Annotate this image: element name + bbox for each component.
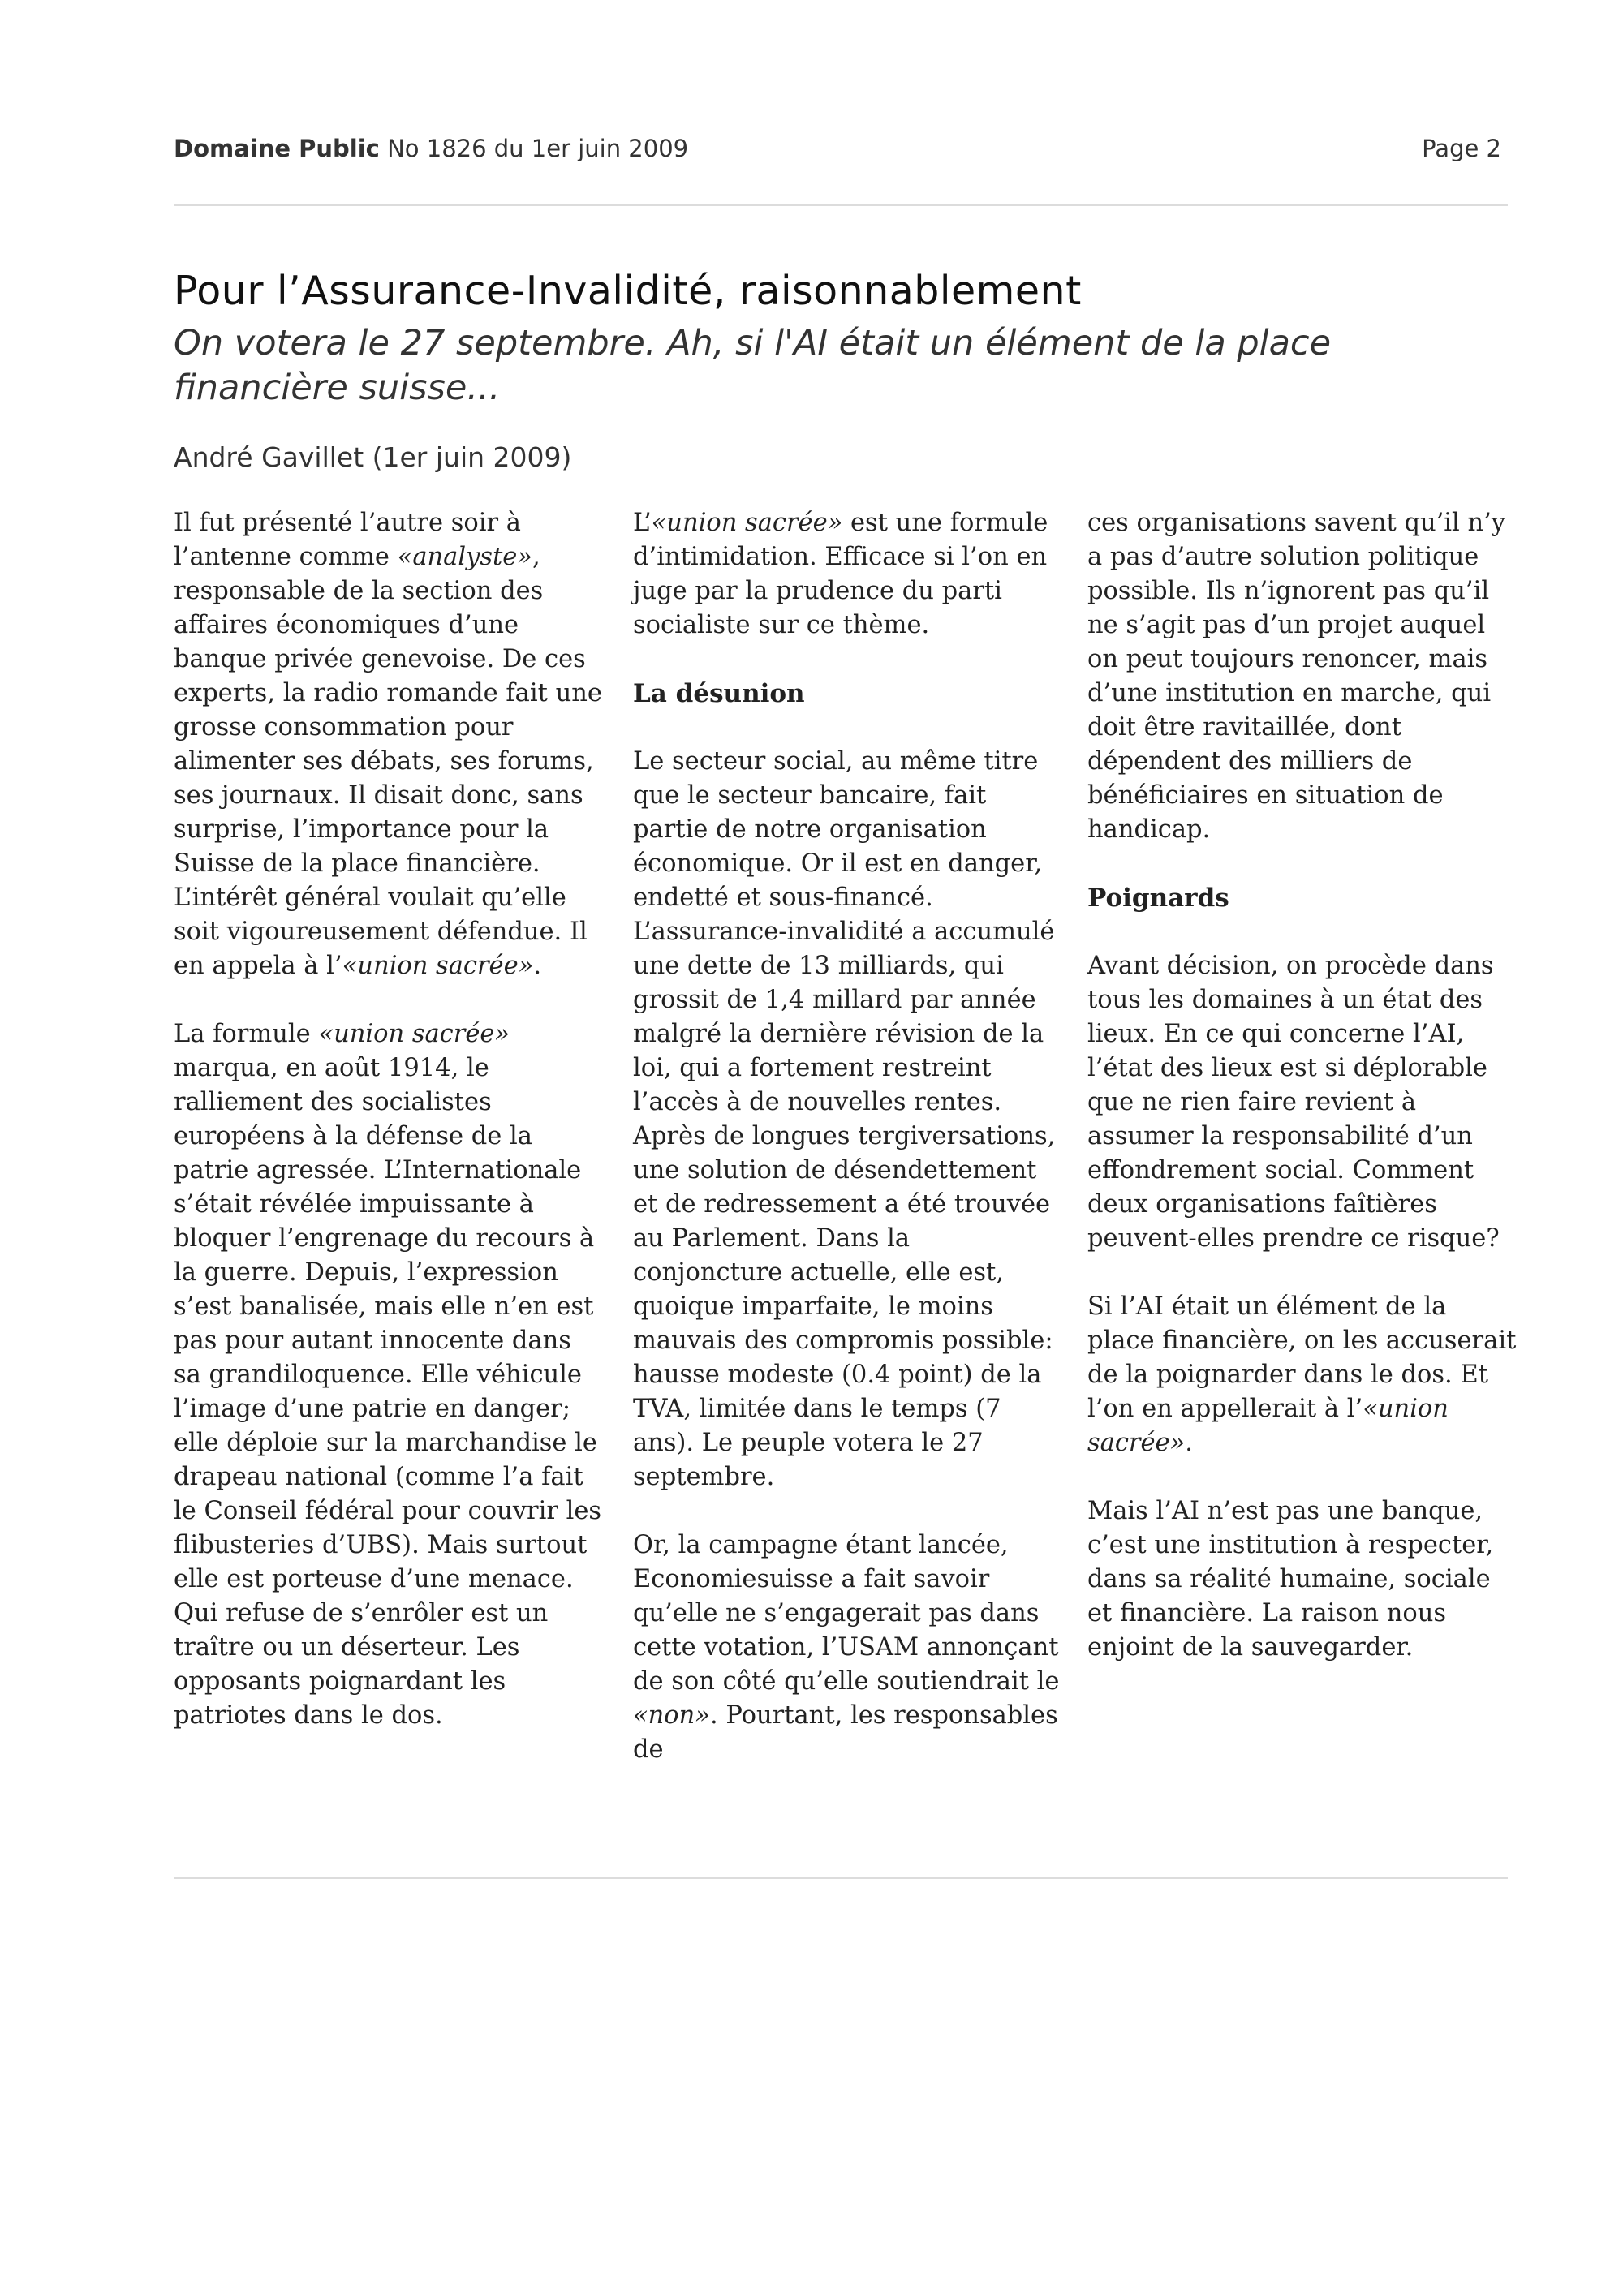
paragraph — [633, 1529, 1063, 1767]
italic-quote: «union sacrée» — [342, 952, 534, 980]
italic-quote: «union sacrée» — [651, 509, 843, 537]
paragraph — [174, 506, 604, 983]
paragraph: Le secteur social, au même titre que le secteur bancaire, fait partie de notre organisation économique. Or il est en danger, endetté et sous-financé. L’assurance-invalidité a accumulé une dette de 13 milliards, qui grossit de 1,4 millard par année malgré la dernière révision de la loi, qui a fortement restreint l’accès à de nouvelles rentes. Après de longues tergiversations, une solution de désendettement et de redressement a été trouvée au Parlement. Dans la conjoncture actuelle, elle est, quoique imparfaite, le moins mauvais des compromis possible: hausse modeste (0.4 point) de la TVA, limitée dans le temps (7 ans). Le peuple votera le 27 septembre. — [633, 747, 1056, 1491]
header-divider — [174, 204, 1508, 206]
text-run: . — [1185, 1429, 1193, 1457]
column-3 — [1087, 506, 1518, 1699]
paragraph — [633, 506, 1063, 643]
italic-quote: «non» — [633, 1701, 710, 1730]
issue-info: No 1826 du 1er juin 2009 — [387, 135, 689, 162]
text-run: marqua, en août 1914, le ralliement des socialistes européens à la défense de la patrie agressée. L’Internationale s’était révélée impuissante à bloquer l’engrenage du recours à la guerre. Depuis, l’expression s’est banalisée, mais elle n’en est pas pour autant innocente dans sa grandiloquence. Elle véhicule l’image d’une patrie en danger; elle déploie sur la marchandise le drapeau national (comme l’a fait le Conseil fédéral pour couvrir les flibusteries d’UBS). Mais surtout elle est porteuse d’une menace. Qui refuse de s’enrôler est un traître ou un déserteur. Les opposants poignardant les patriotes dans le dos. — [174, 1054, 602, 1730]
text-run: . Pourtant, les responsables de — [633, 1701, 1058, 1764]
page-header — [174, 135, 1508, 162]
text-run: Il fut présenté l’autre soir à l’antenne comme — [174, 509, 521, 571]
footer-divider — [174, 1877, 1508, 1879]
text-run: La formule — [174, 1020, 319, 1048]
text-run: , responsable de la section des affaires économiques d’une banque privée genevoise. De ces experts, la radio romande fait une grosse consommation pour alimenter ses débats, ses forums, ses journaux. Il disait donc, sans surprise, l’importance pour la Suisse de la place financière. L’intérêt général voulait qu’elle soit vigoureusement défendue. Il en appela à l’ — [174, 543, 602, 980]
text-run: . — [533, 952, 542, 980]
paragraph: Avant décision, on procède dans tous les domaines à un état des lieux. En ce qui concerne l’AI, l’état des lieux est si déplorable que ne rien faire revient à assumer la responsabilité d’un effondrement social. Comment deux organisations faîtières peuvent-elles prendre ce risque? — [1087, 952, 1500, 1253]
italic-quote: «union sacrée» — [318, 1020, 510, 1048]
page-number: Page 2 — [1422, 135, 1501, 162]
paragraph — [1087, 1290, 1518, 1460]
italic-quote: «union sacrée» — [1087, 1395, 1449, 1457]
italic-quote: «analyste» — [397, 543, 532, 571]
paragraph: Mais l’AI n’est pas une banque, c’est une institution à respecter, dans sa réalité humaine, sociale et financière. La raison nous enjoint de la sauvegarder. — [1087, 1497, 1494, 1662]
article-byline: André Gavillet (1er juin 2009) — [174, 441, 572, 473]
text-run: Si l’AI était un élément de la place financière, on les accuserait de la poignarder dans le dos. Et l’on en appellerait à l’ — [1087, 1292, 1517, 1423]
publication-name: Domaine Public — [174, 135, 380, 162]
article-subtitle: On votera le 27 septembre. Ah, si l'AI était un élément de la place financière suisse... — [174, 323, 1332, 408]
text-run: Or, la campagne étant lancée, Economiesuisse a fait savoir qu’elle ne s’engagerait pas dans cette votation, l’USAM annonçant de son côté qu’elle soutiendrait le — [633, 1531, 1060, 1696]
article-title: Pour l’Assurance-Invalidité, raisonnablement — [174, 268, 1082, 314]
paragraph: ces organisations savent qu’il n’y a pas d’autre solution politique possible. Ils n’ignorent pas qu’il ne s’agit pas d’un projet auquel on peut toujours renoncer, mais d’une institution en marche, qui doit être ravitaillée, dont dépendent des milliers de bénéficiaires en situation de handicap. — [1087, 509, 1506, 844]
publication-info — [174, 135, 688, 162]
text-run: L’ — [633, 509, 652, 537]
paragraph — [174, 1017, 604, 1733]
section-heading-poignards: Poignards — [1087, 884, 1229, 913]
section-heading-desunion: La désunion — [633, 679, 805, 708]
column-2 — [633, 506, 1063, 1801]
text-run: est une formule d’intimidation. Efficace si l’on en juge par la prudence du parti socialiste sur ce thème. — [633, 509, 1048, 639]
column-1 — [174, 506, 604, 1767]
